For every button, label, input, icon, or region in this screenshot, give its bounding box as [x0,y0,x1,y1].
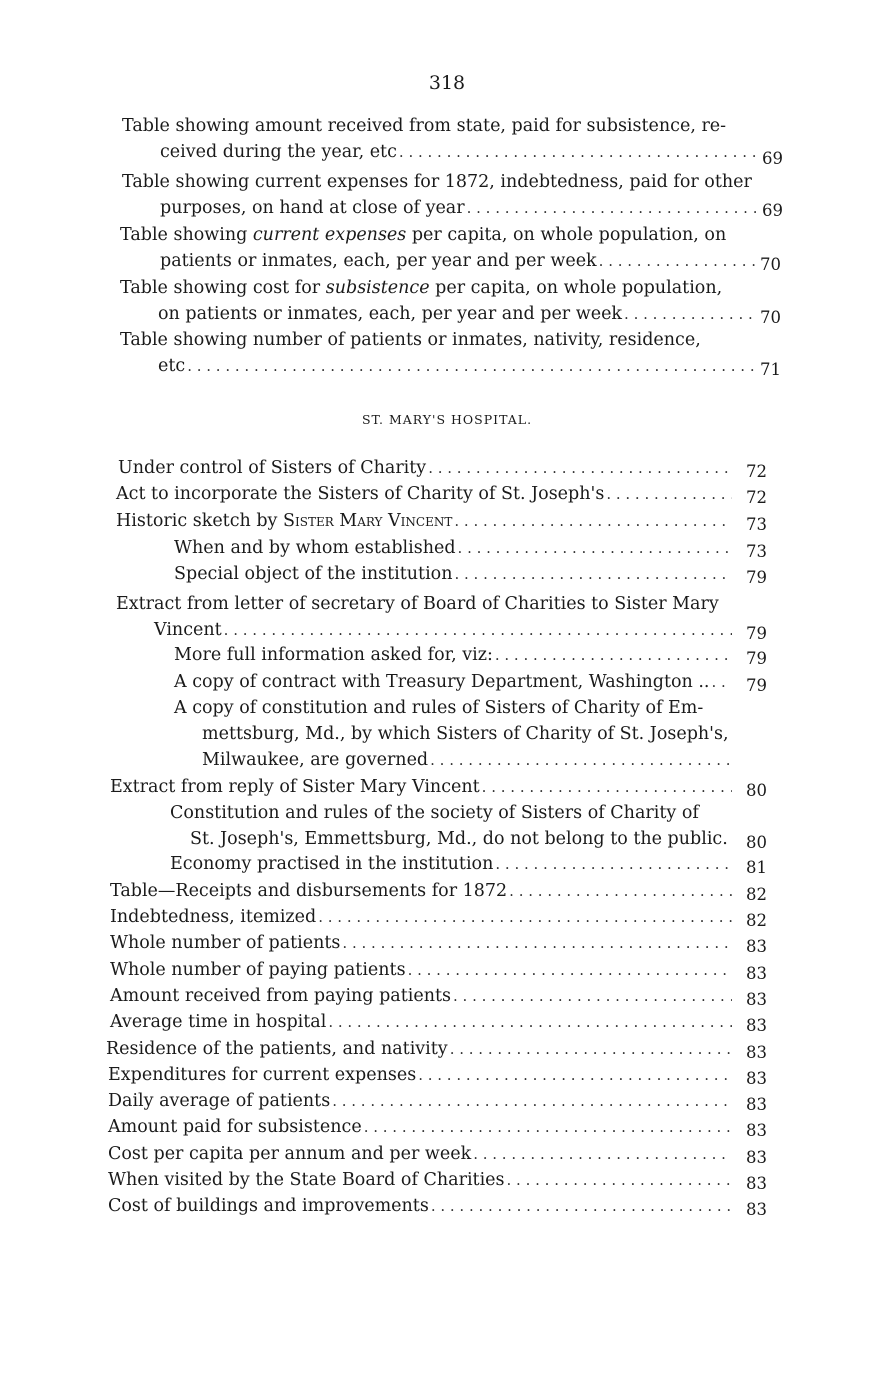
entry-text: Under control of Sisters of Charity [118,458,427,478]
page-ref: 79 [746,568,767,587]
entry-text: A copy of contract with Treasury Department, Washington .. [174,672,710,692]
page-ref: 73 [746,542,767,561]
entry-line [174,642,736,668]
dot-leader [712,669,733,695]
entry-line-2 [120,353,760,379]
toc-entry [174,695,736,773]
entry-line [174,669,736,695]
entry-text: Milwaukee, are governed [202,750,429,770]
entry-line [170,800,736,826]
dot-leader [624,301,756,327]
entry-line [174,561,736,587]
entry-line [174,535,736,561]
entry-line [110,1009,736,1035]
entry-text: Cost of buildings and improvements [108,1196,429,1216]
entry-line [118,455,736,481]
entry-line [116,508,736,534]
entry-line-1 [120,275,794,301]
entry-line [110,904,736,930]
entry-line [108,1062,736,1088]
toc-entry [174,642,767,668]
entry-line [116,481,736,507]
entry-text: Residence of the patients, and nativity [106,1039,448,1059]
entry-line [170,851,736,877]
entry-text: Constitution and rules of the society of Sisters of Charity of [170,803,699,823]
entry-text: Daily average of patients [108,1091,331,1111]
page-ref: 80 [746,833,767,852]
toc-entry [110,1009,767,1035]
dot-leader [430,747,732,773]
entry-text: Special object of the institution [174,564,453,584]
dot-leader [364,1114,732,1140]
toc-entry [174,561,767,587]
entry-text: Table showing cost for subsistence per capita, on whole population, [120,278,723,298]
entry-text: More full information asked for, viz: [174,645,493,665]
dot-leader [495,642,732,668]
toc-entry [122,169,794,221]
entry-line-2 [122,139,760,165]
dot-leader [428,455,732,481]
page-ref: 83 [746,1095,767,1114]
entry-text: Indebtedness, itemized [110,907,317,927]
dot-leader [399,139,756,165]
entry-text: Amount received from paying patients [110,986,451,1006]
dot-leader [495,851,732,877]
entry-line-2 [120,248,762,274]
entry-text: Cost per capita per annum and per week [108,1144,472,1164]
page-ref: 70 [760,308,781,327]
entry-text: Table showing current expenses for 1872, indebtedness, paid for other [122,172,752,192]
entry-line-2 [120,301,760,327]
dot-leader [408,957,732,983]
page-ref: 83 [746,990,767,1009]
page-ref: 72 [746,488,767,507]
entry-line [110,983,736,1009]
entry-line [116,591,736,617]
toc-entry [108,1114,767,1140]
toc-entry [118,455,767,481]
page-ref: 83 [746,937,767,956]
entry-line [174,695,736,721]
dot-leader [454,508,732,534]
entry-text: A copy of constitution and rules of Sisters of Charity of Em- [174,698,704,718]
toc-entry [106,1036,767,1062]
toc-entry [108,1167,767,1193]
dot-leader [473,1141,732,1167]
page-ref: 79 [746,624,767,643]
dot-leader [509,878,732,904]
entry-text: Vincent [154,620,222,640]
toc-entry [174,669,767,695]
entry-text: When visited by the State Board of Charities [108,1170,505,1190]
entry-text: Extract from letter of secretary of Board of Charities to Sister Mary [116,594,719,614]
page-ref: 69 [762,149,783,168]
dot-leader [224,617,732,643]
toc-entry [120,327,794,379]
page-ref: 80 [746,781,767,800]
page-ref: 79 [746,649,767,668]
toc-entry [108,1088,767,1114]
page-ref: 82 [746,911,767,930]
toc-entry [116,508,767,534]
toc-entry [108,1141,767,1167]
entry-text: Table showing number of patients or inmates, nativity, residence, [120,330,701,350]
dot-leader [599,248,758,274]
toc-entry [116,591,767,643]
entry-line [108,1088,736,1114]
entry-line [108,1114,736,1140]
entry-line-1 [122,169,794,195]
dot-leader [453,983,732,1009]
entry-text: Expenditures for current expenses [108,1065,417,1085]
entry-text: St. Joseph's, Emmettsburg, Md., do not belong to the public. [190,829,728,849]
page-ref: 72 [746,462,767,481]
page-ref: 83 [746,1069,767,1088]
page-ref: 83 [746,1148,767,1167]
entry-line [110,774,736,800]
page-ref: 82 [746,885,767,904]
toc-entry [110,957,767,983]
toc-entry [170,851,767,877]
entry-line [170,826,736,852]
entry-text: mettsburg, Md., by which Sisters of Charity of St. Joseph's, [202,724,729,744]
toc-entry [110,774,767,800]
dot-leader [467,195,756,221]
entry-text: etc [158,356,186,376]
entry-text: patients or inmates, each, per year and per week [160,251,597,271]
page-ref: 83 [746,1200,767,1219]
toc-entry [120,222,794,274]
dot-leader [418,1062,732,1088]
toc-entry [174,535,767,561]
entry-text: Economy practised in the institution [170,854,494,874]
entry-line [174,747,736,773]
page-ref: 73 [746,515,767,534]
dot-leader [458,535,732,561]
entry-text: Table—Receipts and disbursements for 1872 [110,881,508,901]
dot-leader [606,481,732,507]
entry-text: on patients or inmates, each, per year and per week [158,304,623,324]
dot-leader [187,353,756,379]
dot-leader [450,1036,732,1062]
page-ref: 83 [746,1016,767,1035]
toc-entry [108,1193,767,1219]
entry-line-2 [122,195,760,221]
page-ref: 83 [746,1174,767,1193]
toc-entry [120,275,794,327]
entry-text: Whole number of paying patients [110,960,406,980]
entry-text: Extract from reply of Sister Mary Vincent [110,777,480,797]
toc-entry [108,1062,767,1088]
dot-leader [482,774,732,800]
dot-leader [328,1009,732,1035]
entry-line [108,1167,736,1193]
dot-leader [342,930,732,956]
entry-text: Average time in hospital [110,1012,327,1032]
entry-text: purposes, on hand at close of year [160,198,465,218]
dot-leader [332,1088,732,1114]
entry-line-1 [120,222,794,248]
entry-text: Table showing amount received from state, paid for subsistence, re- [122,116,727,136]
toc-entry [122,113,794,168]
entry-line [174,721,736,747]
entry-line-1 [122,113,794,139]
page-ref: 79 [746,676,767,695]
entry-text: Act to incorporate the Sisters of Charity of St. Joseph's [116,484,605,504]
entry-line [110,957,736,983]
entry-line [110,930,736,956]
entry-text: Amount paid for subsistence [108,1117,362,1137]
toc-entry [170,800,767,852]
dot-leader [454,561,732,587]
page-ref: 83 [746,1043,767,1062]
page-number: 318 [428,72,466,94]
page-ref: 81 [746,858,767,877]
entry-line-1 [120,327,794,353]
entry-text: Historic sketch by Sister Mary Vincent [116,511,453,531]
entry-line [108,1193,736,1219]
entry-line [110,878,736,904]
entry-text: ceived during the year, etc [160,142,397,162]
entry-text: When and by whom established [174,538,456,558]
page-ref: 69 [762,201,783,220]
dot-leader [431,1193,732,1219]
toc-entry [116,481,767,507]
page-ref: 83 [746,1121,767,1140]
page-ref: 71 [760,360,781,379]
toc-entry [110,983,767,1009]
dot-leader [507,1167,732,1193]
toc-entry [110,904,767,930]
dot-leader [318,904,732,930]
entry-line [106,1036,736,1062]
entry-line [116,617,736,643]
entry-line [108,1141,736,1167]
toc-entry [110,878,767,904]
entry-text: Whole number of patients [110,933,341,953]
toc-entry [110,930,767,956]
entry-text: Table showing current expenses per capita, on whole population, on [120,225,727,245]
section-title: ST. MARY'S HOSPITAL. [361,412,533,427]
page-ref: 70 [760,255,781,274]
page-ref: 83 [746,964,767,983]
